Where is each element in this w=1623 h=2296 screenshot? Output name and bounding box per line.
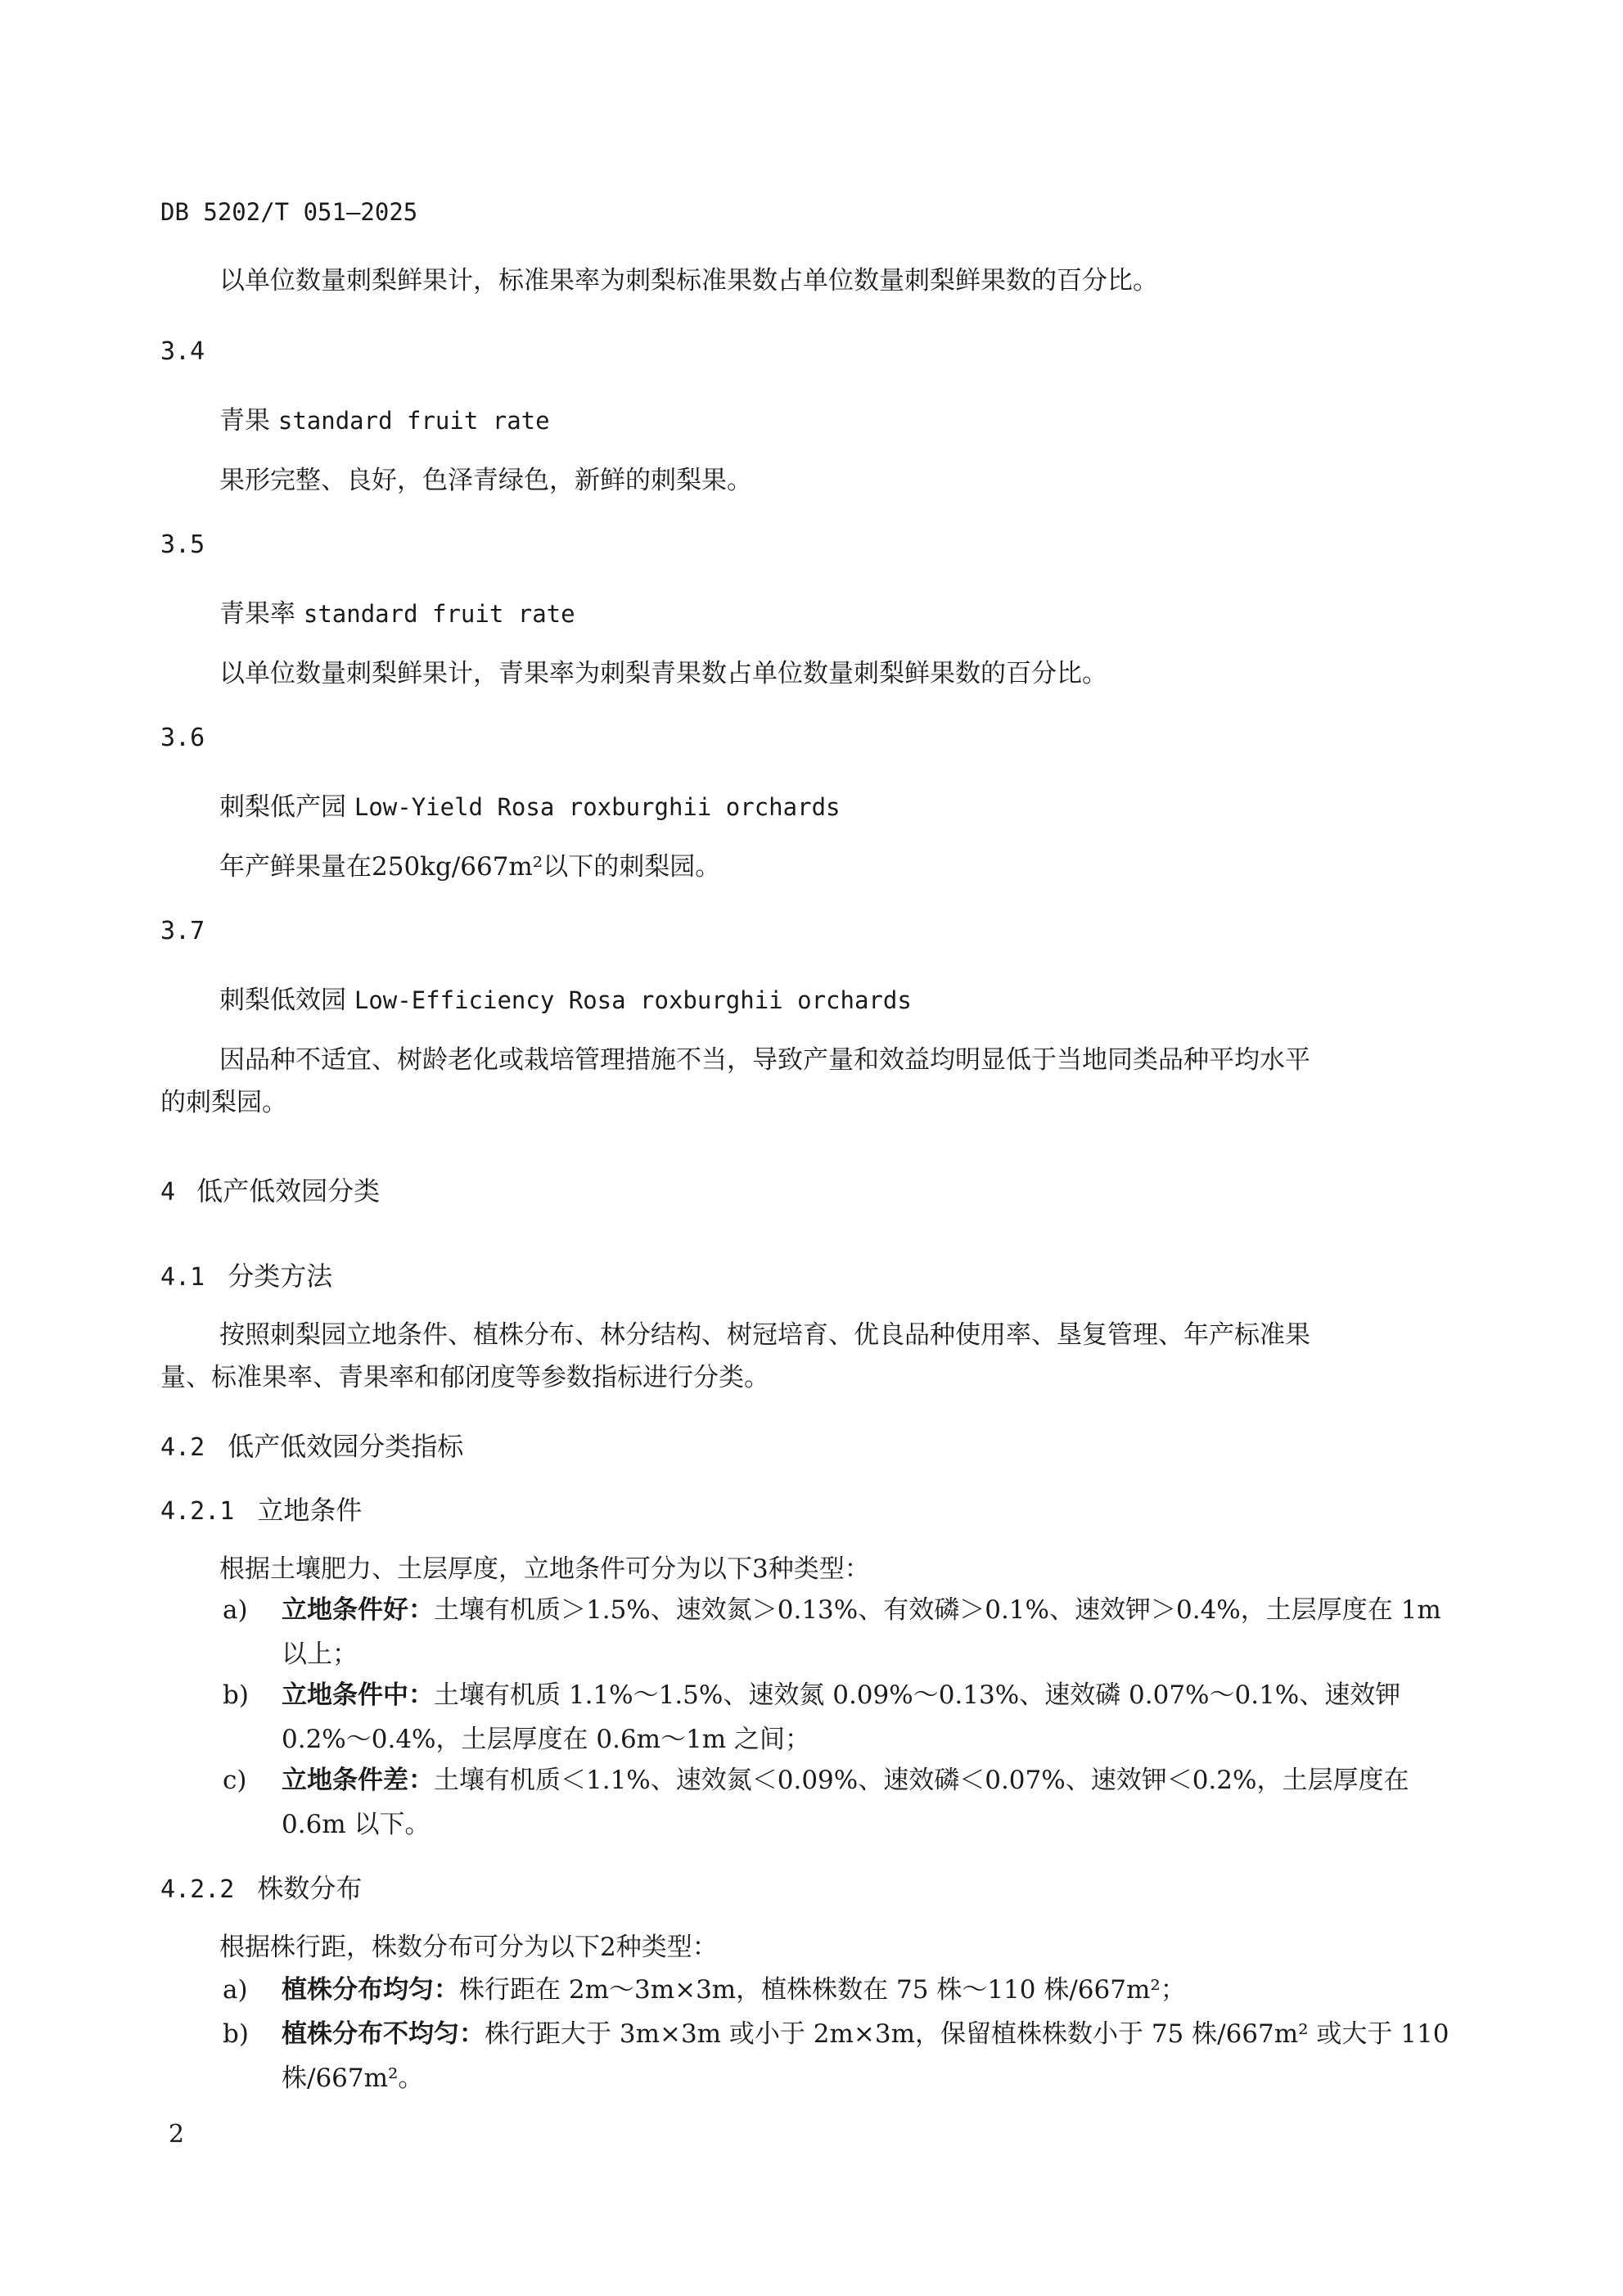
list-item-label: 植株分布均匀：	[282, 1975, 459, 2005]
list-marker: c)	[223, 1766, 247, 1795]
list-item-text: 土壤有机质＞1.5%、速效氮＞0.13%、有效磷＞0.1%、速效钾＞0.4%，土层厚度在 1m 以上；	[282, 1595, 1441, 1669]
list-marker: a)	[223, 1595, 248, 1625]
page-number: 2	[169, 2120, 185, 2149]
paragraph-line: 根据株行距，株数分布可分为以下2种类型：	[219, 1933, 718, 1962]
subsection-title: 立地条件	[257, 1495, 363, 1526]
paragraph-line: 按照刺梨园立地条件、植株分布、林分结构、树冠培育、优良品种使用率、垦复管理、年产标准果	[219, 1320, 1310, 1350]
doc-code-header: DB 5202/T 051—2025	[160, 198, 418, 226]
list-marker: b)	[223, 1680, 249, 1710]
paragraph-line: 根据土壤肥力、土层厚度，立地条件可分为以下3种类型：	[219, 1554, 870, 1584]
subsection-heading	[160, 1868, 362, 1906]
intro-paragraph: 以单位数量刺梨鲜果计，标准果率为刺梨标准果数占单位数量刺梨鲜果数的百分比。	[219, 266, 1158, 295]
term-heading	[219, 786, 840, 823]
paragraph-line: 量、标准果率、青果率和郁闭度等参数指标进行分类。	[160, 1363, 769, 1392]
term-zh: 刺梨低效园	[219, 986, 346, 1015]
list-item-label: 植株分布不均匀：	[282, 2019, 485, 2049]
term-zh: 青果率	[219, 599, 295, 629]
list-marker: b)	[223, 2019, 249, 2049]
term-heading	[219, 593, 575, 629]
term-definition: 年产鲜果量在250kg/667m²以下的刺梨园。	[219, 852, 721, 882]
list-marker: a)	[223, 1975, 248, 2005]
term-number: 3.4	[160, 337, 205, 366]
subsection-title: 低产低效园分类指标	[228, 1431, 464, 1462]
term-number: 3.7	[160, 917, 205, 945]
section-title: 低产低效园分类	[196, 1175, 381, 1207]
list-item	[223, 2012, 1458, 2100]
term-zh: 刺梨低产园	[219, 792, 346, 822]
term-en: Low-Efficiency Rosa roxburghii orchards	[354, 986, 912, 1014]
subsection-number: 4.2	[160, 1433, 205, 1462]
subsection-heading	[160, 1256, 332, 1293]
list-item-text: 株行距大于 3m×3m 或小于 2m×3m，保留植株株数小于 75 株/667m² 或大于 110 株/667m²。	[282, 2019, 1449, 2093]
list-item-label: 立地条件中：	[282, 1680, 434, 1710]
section-number: 4	[160, 1178, 176, 1207]
subsection-number: 4.1	[160, 1263, 205, 1292]
list-item-text: 株行距在 2m～3m×3m，植株株数在 75 株～110 株/667m²；	[459, 1975, 1186, 2005]
term-en: Low-Yield Rosa roxburghii orchards	[354, 793, 841, 821]
term-definition: 果形完整、良好，色泽青绿色，新鲜的刺梨果。	[219, 466, 752, 495]
list-item-text: 土壤有机质 1.1%～1.5%、速效氮 0.09%～0.13%、速效磷 0.07%～0.1%、速效钾 0.2%～0.4%，土层厚度在 0.6m～1m 之间；	[282, 1680, 1401, 1754]
term-number: 3.6	[160, 724, 205, 752]
subsection-number: 4.2.2	[160, 1875, 235, 1904]
list-item-text: 土壤有机质＜1.1%、速效氮＜0.09%、速效磷＜0.07%、速效钾＜0.2%，土层厚度在 0.6m 以下。	[282, 1766, 1409, 1839]
term-definition-line: 的刺梨园。	[160, 1088, 287, 1117]
term-heading	[219, 399, 550, 436]
term-zh: 青果	[219, 406, 270, 435]
term-definition-line: 因品种不适宜、树龄老化或栽培管理措施不当，导致产量和效益均明显低于当地同类品种平均水平	[219, 1045, 1310, 1075]
list-item	[223, 1673, 1458, 1761]
list-item-label: 立地条件好：	[282, 1595, 434, 1625]
subsection-heading	[160, 1490, 362, 1527]
term-en: standard fruit rate	[277, 407, 550, 435]
subsection-title: 株数分布	[257, 1873, 363, 1904]
term-definition: 以单位数量刺梨鲜果计，青果率为刺梨青果数占单位数量刺梨鲜果数的百分比。	[219, 659, 1107, 688]
list-item	[223, 1758, 1458, 1847]
term-heading	[219, 979, 912, 1016]
list-item	[223, 1588, 1458, 1676]
subsection-number: 4.2.1	[160, 1497, 235, 1526]
list-item-label: 立地条件差：	[282, 1766, 434, 1795]
term-number: 3.5	[160, 530, 205, 559]
section-heading	[160, 1171, 380, 1208]
list-item	[223, 1968, 1458, 2012]
subsection-title: 分类方法	[228, 1261, 333, 1292]
term-en: standard fruit rate	[303, 600, 575, 628]
subsection-heading	[160, 1426, 463, 1464]
